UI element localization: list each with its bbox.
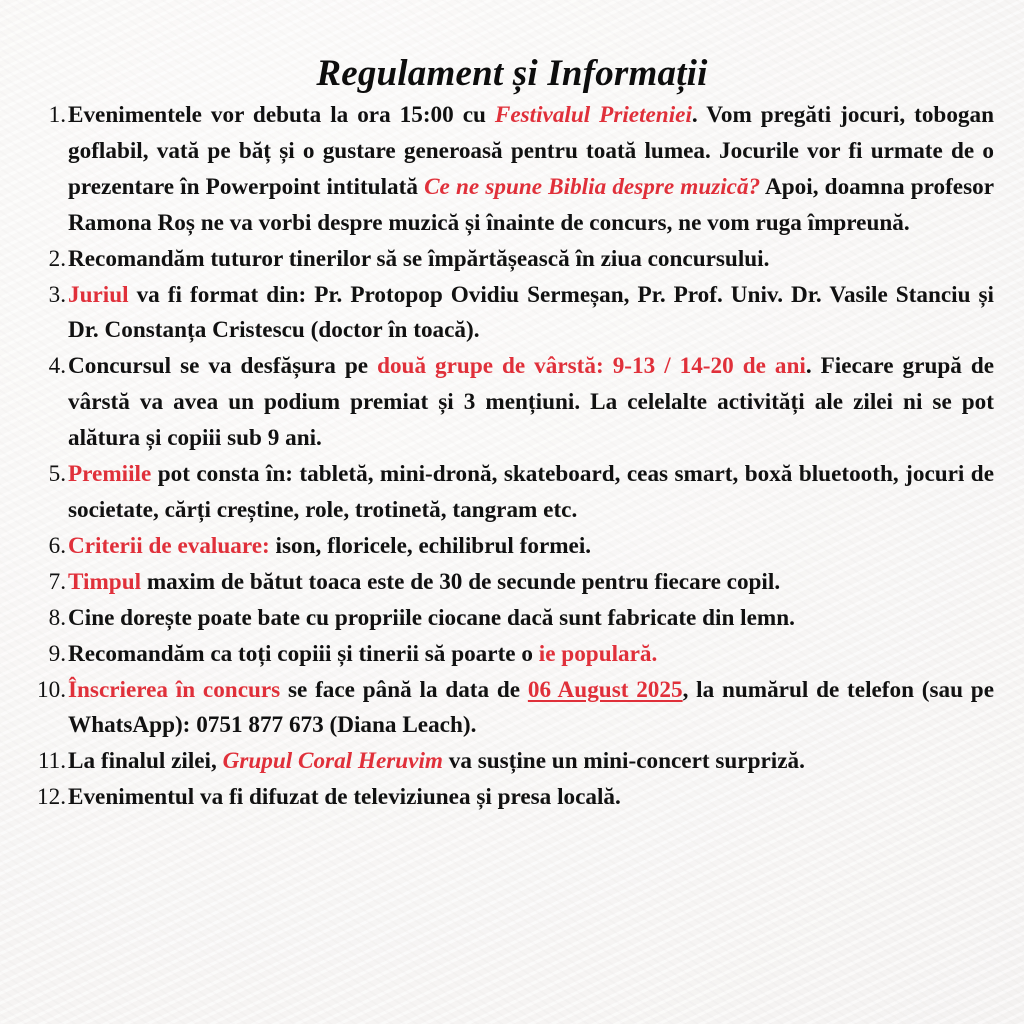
item-text: ison, floricele, echilibrul formei. <box>269 532 592 559</box>
item-number: 9. <box>48 640 66 667</box>
rules-list <box>0 98 1024 816</box>
rule-item-4 <box>0 349 1024 457</box>
item-text: Evenimentele vor debuta la ora 15:00 cu <box>68 102 495 128</box>
registration-deadline: 06 August 2025 <box>527 676 683 703</box>
item-text: maxim de bătut toaca este de 30 de secunde pentru fiecare copil. <box>141 568 781 595</box>
item-text: va fi format din: Pr. Protopop Ovidiu Sermeșan, Pr. Prof. Univ. Dr. Vasile Stanciu și Dr. Constanța Cristescu (doctor în toacă). <box>68 281 994 344</box>
rule-item-3 <box>0 278 1024 350</box>
highlight-festival: Festivalul Prieteniei <box>494 102 692 128</box>
item-text: pot consta în: tabletă, mini-dronă, skateboard, ceas smart, boxă bluetooth, jocuri de societate, cărți creștine, role, trotinetă, tangram etc. <box>68 461 994 523</box>
item-number: 2. <box>48 245 66 272</box>
rule-item-9 <box>0 637 1024 673</box>
item-number: 3. <box>48 281 66 308</box>
item-number: 6. <box>48 532 66 559</box>
item-text: Cine dorește poate bate cu propriile ciocane dacă sunt fabricate din lemn. <box>68 604 795 631</box>
item-text: Recomandăm ca toți copiii și tinerii să poarte o <box>68 640 539 667</box>
item-number: 4. <box>48 353 66 380</box>
item-text: La finalul zilei, <box>68 748 223 775</box>
item-text: Recomandăm tuturor tinerilor să se împărtășească în ziua concursului. <box>68 245 770 272</box>
page-title: Regulament și Informații <box>316 52 708 94</box>
item-number: 7. <box>48 568 66 595</box>
item-number: 8. <box>48 604 66 631</box>
highlight-costume: ie populară. <box>538 640 658 667</box>
rule-item-2 <box>0 242 1024 278</box>
item-text: Apoi, doamna profesor Ramona Roș ne va vorbi despre muzică și înainte de concurs, ne vom ruga împreună. <box>68 173 994 236</box>
rule-item-8 <box>0 601 1024 637</box>
highlight-time: Timpul <box>68 568 142 595</box>
highlight-choir: Grupul Coral Heruvim <box>222 748 443 775</box>
rule-item-11 <box>0 744 1024 780</box>
item-text: Concursul se va desfășura pe <box>68 353 378 380</box>
rule-item-5 <box>0 457 1024 529</box>
rule-item-6 <box>0 529 1024 565</box>
item-text: se face până la data de <box>280 676 528 703</box>
highlight-jury: Juriul <box>68 281 129 308</box>
rule-item-10 <box>0 673 1024 745</box>
highlight-age-groups: două grupe de vârstă: 9-13 / 14-20 de ani <box>377 353 806 380</box>
item-text: . Fiecare grupă de vârstă va avea un podium premiat și 3 mențiuni. La celelalte activități ale zilei ni se pot alătura și copiii sub 9 ani. <box>68 353 995 452</box>
rule-item-1 <box>0 98 1024 242</box>
item-number: 10. <box>37 676 66 703</box>
rule-item-7 <box>0 565 1024 601</box>
rule-item-12 <box>0 780 1024 816</box>
highlight-registration: Înscrierea în concurs <box>68 676 281 703</box>
item-number: 12. <box>37 784 66 811</box>
item-number: 1. <box>48 102 66 128</box>
highlight-criteria: Criterii de evaluare: <box>68 532 270 559</box>
highlight-prizes: Premiile <box>68 461 152 488</box>
highlight-presentation-title: Ce ne spune Biblia despre muzică? <box>424 173 761 200</box>
item-text: Evenimentul va fi difuzat de televiziunea și presa locală. <box>68 784 621 811</box>
item-number: 5. <box>48 461 66 488</box>
item-text: , la numărul de telefon (sau pe WhatsApp): 0751 877 673 (Diana Leach). <box>68 676 994 739</box>
item-text: . Vom pregăti jocuri, tobogan goflabil, vată pe băț și o gustare generoasă pentru toată lumea. Jocurile vor fi urmate de o prezentare în Powerpoint intitulată <box>68 102 994 200</box>
item-text: va susține un mini-concert surpriză. <box>442 748 805 775</box>
item-number: 11. <box>37 748 66 775</box>
